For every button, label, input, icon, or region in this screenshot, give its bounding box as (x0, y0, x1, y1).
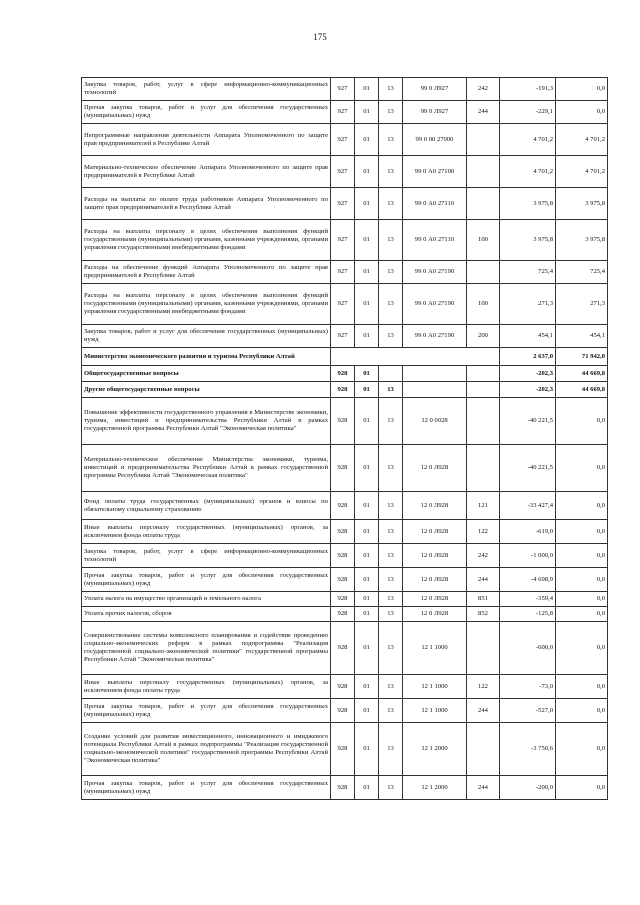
row-name: Прочая закупка товаров, работ и услуг для обеспечения государственных (муниципальных) нужд (82, 568, 331, 592)
row-subsection-code: 13 (379, 445, 403, 492)
row-section-code: 01 (355, 675, 379, 699)
row-expense-type: 122 (467, 520, 500, 544)
row-subsection-code: 13 (379, 520, 403, 544)
row-target-article: 99 0 00 27000 (403, 124, 467, 156)
table-row (82, 699, 608, 723)
row-section-code: 01 (355, 156, 379, 188)
row-amount-change: -33 427,4 (500, 492, 556, 520)
row-amount-change: -527,0 (500, 699, 556, 723)
row-subsection-code: 13 (379, 382, 403, 398)
row-subsection-code: 13 (379, 78, 403, 101)
row-amount-total: 44 669,8 (556, 382, 608, 398)
row-target-article: 99 0 А0 27190 (403, 284, 467, 325)
row-subsection-code: 13 (379, 592, 403, 607)
row-section-code: 01 (355, 398, 379, 445)
row-expense-type (467, 445, 500, 492)
row-subsection-code: 13 (379, 723, 403, 776)
row-section-code: 01 (355, 220, 379, 261)
row-expense-type: 244 (467, 568, 500, 592)
row-amount-total: 0,0 (556, 445, 608, 492)
row-subsection-code: 13 (379, 607, 403, 622)
row-admin-code: 927 (331, 101, 355, 124)
table-row (82, 723, 608, 776)
row-amount-change: 725,4 (500, 261, 556, 284)
row-admin-code: 927 (331, 325, 355, 348)
row-target-article: 12 0 Л928 (403, 492, 467, 520)
row-target-article: 12 0 Л928 (403, 607, 467, 622)
table-row (82, 622, 608, 675)
row-code-span (331, 348, 500, 366)
row-target-article: 12 0 Л928 (403, 445, 467, 492)
row-amount-total: 0,0 (556, 101, 608, 124)
row-amount-change: -202,3 (500, 382, 556, 398)
row-amount-total: 0,0 (556, 492, 608, 520)
row-section-code: 01 (355, 382, 379, 398)
row-amount-change: -40 221,5 (500, 398, 556, 445)
row-target-article: 12 0 Л928 (403, 568, 467, 592)
table-row (82, 101, 608, 124)
table-row (82, 78, 608, 101)
row-target-article: 12 1 1000 (403, 622, 467, 675)
row-target-article: 12 0 Л928 (403, 520, 467, 544)
row-name: Расходы на выплаты по оплате труда работников Аппарата Уполномоченного по защите прав предпринимателей в Республике Алтай (82, 188, 331, 220)
row-amount-change: -125,8 (500, 607, 556, 622)
row-section-code: 01 (355, 776, 379, 800)
row-amount-change: -3 750,6 (500, 723, 556, 776)
row-expense-type (467, 398, 500, 445)
row-name: Материально-техническое обеспечение Министерства экономики, туризма, инвестиций и предпринимательства Республики Алтай в рамках государственной программы Республики Алтай "Экономическая политика" (82, 445, 331, 492)
table-row (82, 398, 608, 445)
row-subsection-code: 13 (379, 544, 403, 568)
row-subsection-code: 13 (379, 284, 403, 325)
row-target-article (403, 382, 467, 398)
row-admin-code: 928 (331, 622, 355, 675)
row-subsection-code: 13 (379, 101, 403, 124)
row-name: Иные выплаты персоналу государственных (муниципальных) органов, за исключением фонда оплаты труда (82, 520, 331, 544)
row-expense-type (467, 156, 500, 188)
row-target-article: 99 0 Л927 (403, 78, 467, 101)
row-expense-type: 100 (467, 284, 500, 325)
row-target-article: 12 1 1000 (403, 699, 467, 723)
row-name: Закупка товаров, работ, услуг в сфере информационно-коммуникационных технологий (82, 544, 331, 568)
row-name: Расходы на выплаты персоналу в целях обеспечения выполнения функций государственными (муниципальными) органами, казенными учреждениями, органами управления государственными внебюджетными фондами (82, 220, 331, 261)
table-row (82, 261, 608, 284)
row-amount-total: 44 669,8 (556, 366, 608, 382)
row-amount-total: 0,0 (556, 723, 608, 776)
row-admin-code: 927 (331, 78, 355, 101)
row-target-article: 12 1 2000 (403, 723, 467, 776)
row-subsection-code: 13 (379, 220, 403, 261)
row-expense-type: 244 (467, 699, 500, 723)
row-amount-change: -191,3 (500, 78, 556, 101)
row-name: Расходы на обеспечение функций Аппарата Уполномоченного по защите прав предпринимателей в Республике Алтай (82, 261, 331, 284)
row-subsection-code: 13 (379, 675, 403, 699)
row-name: Прочая закупка товаров, работ и услуг для обеспечения государственных (муниципальных) нужд (82, 699, 331, 723)
row-admin-code: 928 (331, 723, 355, 776)
table-row (82, 675, 608, 699)
row-amount-change: -1 000,0 (500, 544, 556, 568)
row-amount-total: 4 701,2 (556, 124, 608, 156)
row-admin-code: 927 (331, 124, 355, 156)
row-target-article: 12 0 Л928 (403, 544, 467, 568)
table-row (82, 348, 608, 366)
row-target-article: 99 0 А0 27190 (403, 325, 467, 348)
row-target-article: 12 0 0928 (403, 398, 467, 445)
row-admin-code: 928 (331, 675, 355, 699)
row-amount-change: -229,1 (500, 101, 556, 124)
row-amount-total: 0,0 (556, 776, 608, 800)
row-expense-type (467, 188, 500, 220)
row-amount-total: 0,0 (556, 544, 608, 568)
row-subsection-code: 13 (379, 124, 403, 156)
row-section-code: 01 (355, 445, 379, 492)
table-row (82, 220, 608, 261)
row-subsection-code: 13 (379, 568, 403, 592)
row-amount-change: 454,1 (500, 325, 556, 348)
row-name: Закупка товаров, работ, услуг в сфере информационно-коммуникационных технологий (82, 78, 331, 101)
row-section-code: 01 (355, 607, 379, 622)
row-admin-code: 928 (331, 445, 355, 492)
row-admin-code: 928 (331, 382, 355, 398)
table-row (82, 124, 608, 156)
row-amount-change: 4 701,2 (500, 124, 556, 156)
row-amount-total: 0,0 (556, 78, 608, 101)
table-row (82, 520, 608, 544)
row-expense-type: 100 (467, 220, 500, 261)
row-expense-type (467, 382, 500, 398)
row-admin-code: 928 (331, 592, 355, 607)
row-name: Расходы на выплаты персоналу в целях обеспечения выполнения функций государственными (муниципальными) органами, казенными учреждениями, органами управления государственными внебюджетными фондами (82, 284, 331, 325)
row-section-code: 01 (355, 325, 379, 348)
row-expense-type (467, 261, 500, 284)
row-amount-change: -600,0 (500, 622, 556, 675)
row-amount-total: 0,0 (556, 699, 608, 723)
row-target-article: 99 0 А0 27190 (403, 261, 467, 284)
row-section-code: 01 (355, 520, 379, 544)
row-subsection-code: 13 (379, 776, 403, 800)
row-name: Закупка товаров, работ и услуг для обеспечения государственных (муниципальных) нужд (82, 325, 331, 348)
row-admin-code: 927 (331, 220, 355, 261)
table-row (82, 544, 608, 568)
row-expense-type: 242 (467, 78, 500, 101)
row-name: Уплата налога на имущество организаций и земельного налога (82, 592, 331, 607)
row-amount-total: 0,0 (556, 398, 608, 445)
row-amount-total: 0,0 (556, 607, 608, 622)
row-section-code: 01 (355, 492, 379, 520)
row-admin-code: 928 (331, 776, 355, 800)
row-subsection-code: 13 (379, 188, 403, 220)
row-expense-type: 121 (467, 492, 500, 520)
row-name: Материально-техническое обеспечение Аппарата Уполномоченного по защите прав предпринимателей в Республике Алтай (82, 156, 331, 188)
row-section-code: 01 (355, 723, 379, 776)
row-section-code: 01 (355, 78, 379, 101)
row-expense-type (467, 723, 500, 776)
row-admin-code: 927 (331, 284, 355, 325)
table-row (82, 607, 608, 622)
row-amount-change: -359,4 (500, 592, 556, 607)
row-admin-code: 928 (331, 699, 355, 723)
row-name: Повышение эффективности государственного управления в Министерстве экономики, туризма, инвестиций и предпринимательства Республики Алтай в рамках государственной программы Республики Алтай "Экономическая политика" (82, 398, 331, 445)
budget-table (81, 77, 608, 800)
row-amount-change: 2 637,0 (500, 348, 556, 366)
row-admin-code: 928 (331, 607, 355, 622)
row-target-article (403, 366, 467, 382)
row-target-article: 99 0 А0 27100 (403, 156, 467, 188)
row-target-article: 99 0 Л927 (403, 101, 467, 124)
row-section-code: 01 (355, 366, 379, 382)
row-amount-total: 3 975,8 (556, 220, 608, 261)
row-section-code: 01 (355, 261, 379, 284)
page-number: 175 (313, 32, 327, 42)
row-amount-total: 0,0 (556, 568, 608, 592)
row-name: Министерство экономического развития и туризма Республики Алтай (82, 348, 331, 366)
row-amount-total: 0,0 (556, 675, 608, 699)
row-amount-change: 3 975,8 (500, 188, 556, 220)
row-expense-type (467, 366, 500, 382)
row-expense-type: 122 (467, 675, 500, 699)
row-section-code: 01 (355, 699, 379, 723)
row-expense-type: 244 (467, 101, 500, 124)
row-name: Другие общегосударственные вопросы (82, 382, 331, 398)
row-name: Уплата прочих налогов, сборов (82, 607, 331, 622)
row-admin-code: 928 (331, 568, 355, 592)
row-amount-change: -73,0 (500, 675, 556, 699)
row-subsection-code (379, 366, 403, 382)
row-amount-change: 3 975,8 (500, 220, 556, 261)
row-name: Прочая закупка товаров, работ и услуг для обеспечения государственных (муниципальных) нужд (82, 101, 331, 124)
table-row (82, 445, 608, 492)
row-amount-total: 3 975,8 (556, 188, 608, 220)
row-name: Непрограммные направления деятельности Аппарата Уполномоченного по защите прав предпринимателей в Республике Алтай (82, 124, 331, 156)
row-expense-type: 244 (467, 776, 500, 800)
row-admin-code: 927 (331, 156, 355, 188)
row-amount-total: 271,3 (556, 284, 608, 325)
row-section-code: 01 (355, 284, 379, 325)
row-amount-total: 0,0 (556, 592, 608, 607)
row-amount-change: 4 701,2 (500, 156, 556, 188)
row-admin-code: 928 (331, 398, 355, 445)
row-amount-change: -4 698,9 (500, 568, 556, 592)
row-amount-total: 71 942,0 (556, 348, 608, 366)
row-expense-type (467, 124, 500, 156)
row-admin-code: 927 (331, 188, 355, 220)
row-section-code: 01 (355, 188, 379, 220)
table-row (82, 325, 608, 348)
row-amount-total: 725,4 (556, 261, 608, 284)
row-subsection-code: 13 (379, 622, 403, 675)
row-amount-change: 271,3 (500, 284, 556, 325)
row-amount-change: -202,3 (500, 366, 556, 382)
row-section-code: 01 (355, 544, 379, 568)
table-row (82, 592, 608, 607)
row-name: Совершенствование системы комплексного планирования и содействие проведению социально-экономических реформ в рамках подпрограммы "Реализация государственной социально-экономической политики" государственной программы Республики Алтай "Экономическая политика" (82, 622, 331, 675)
row-target-article: 12 1 1000 (403, 675, 467, 699)
row-amount-change: -619,0 (500, 520, 556, 544)
row-section-code: 01 (355, 622, 379, 675)
row-amount-change: -40 221,5 (500, 445, 556, 492)
row-name: Создание условий для развития инвестиционного, инновационного и имиджевого потенциала Республики Алтай в рамках подпрограммы "Реализация государственной социально-экономической политики" государственной программы Республики Алтай "Экономическая политика" (82, 723, 331, 776)
row-admin-code: 928 (331, 366, 355, 382)
table-row (82, 188, 608, 220)
row-subsection-code: 13 (379, 398, 403, 445)
row-subsection-code: 13 (379, 492, 403, 520)
table-row (82, 382, 608, 398)
row-admin-code: 928 (331, 492, 355, 520)
row-expense-type: 242 (467, 544, 500, 568)
row-expense-type: 851 (467, 592, 500, 607)
row-subsection-code: 13 (379, 156, 403, 188)
row-section-code: 01 (355, 101, 379, 124)
row-amount-change: -200,0 (500, 776, 556, 800)
row-amount-total: 454,1 (556, 325, 608, 348)
row-name: Фонд оплаты труда государственных (муниципальных) органов и взносы по обязательному социальному страхованию (82, 492, 331, 520)
row-expense-type (467, 622, 500, 675)
row-admin-code: 928 (331, 544, 355, 568)
row-name: Иные выплаты персоналу государственных (муниципальных) органов, за исключением фонда оплаты труда (82, 675, 331, 699)
table-row (82, 284, 608, 325)
row-name: Прочая закупка товаров, работ и услуг для обеспечения государственных (муниципальных) нужд (82, 776, 331, 800)
row-admin-code: 927 (331, 261, 355, 284)
row-subsection-code: 13 (379, 699, 403, 723)
row-expense-type: 200 (467, 325, 500, 348)
row-subsection-code: 13 (379, 261, 403, 284)
row-target-article: 12 0 Л928 (403, 592, 467, 607)
row-name: Общегосударственные вопросы (82, 366, 331, 382)
row-target-article: 99 0 А0 27110 (403, 220, 467, 261)
row-target-article: 99 0 А0 27110 (403, 188, 467, 220)
row-expense-type: 852 (467, 607, 500, 622)
row-amount-total: 0,0 (556, 520, 608, 544)
table-row (82, 776, 608, 800)
row-amount-total: 0,0 (556, 622, 608, 675)
row-section-code: 01 (355, 592, 379, 607)
table-row (82, 156, 608, 188)
table-row (82, 568, 608, 592)
row-section-code: 01 (355, 124, 379, 156)
row-amount-total: 4 701,2 (556, 156, 608, 188)
table-row (82, 366, 608, 382)
row-admin-code: 928 (331, 520, 355, 544)
row-section-code: 01 (355, 568, 379, 592)
table-row (82, 492, 608, 520)
row-target-article: 12 1 2000 (403, 776, 467, 800)
row-subsection-code: 13 (379, 325, 403, 348)
